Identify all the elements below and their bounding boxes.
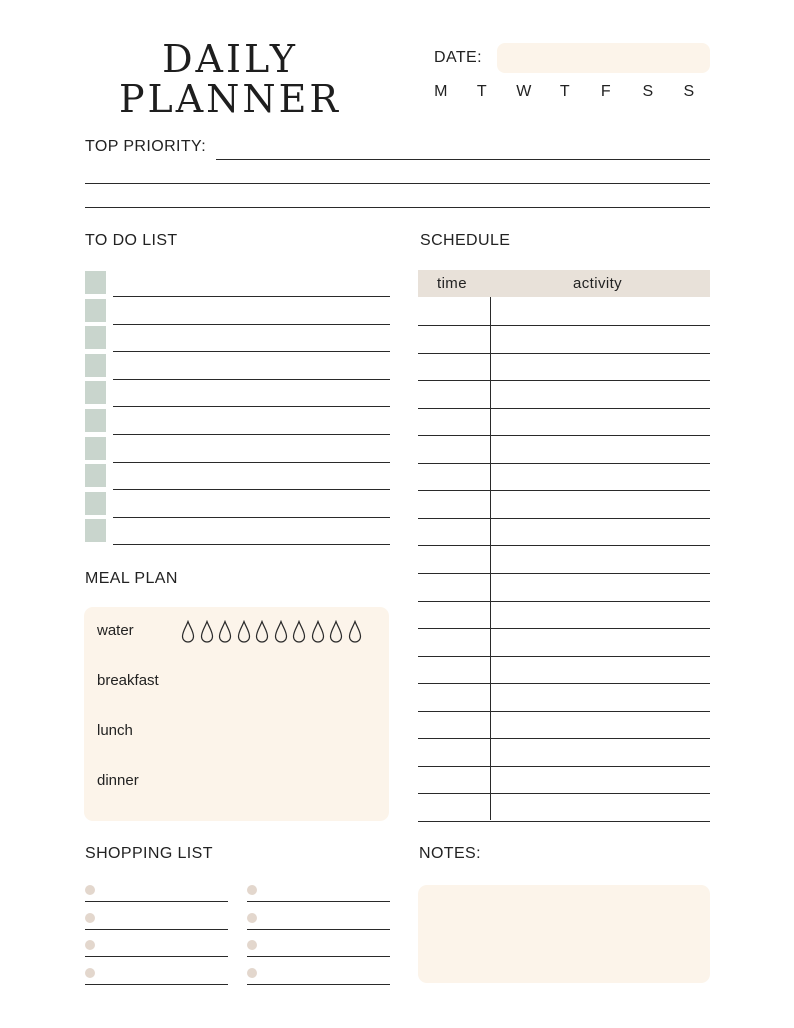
water-drop-icon[interactable] — [329, 620, 343, 644]
lunch-label: lunch — [97, 722, 133, 739]
todo-title: TO DO LIST — [85, 232, 178, 249]
todo-line[interactable] — [113, 489, 390, 490]
schedule-row-line[interactable] — [418, 435, 710, 436]
top-priority-line-3[interactable] — [85, 207, 710, 208]
schedule-row-line[interactable] — [418, 380, 710, 381]
date-label: DATE: — [434, 49, 482, 66]
todo-checkbox[interactable] — [85, 519, 106, 542]
shopping-bullet-icon — [85, 940, 95, 950]
shopping-bullet-icon — [85, 968, 95, 978]
schedule-row-line[interactable] — [418, 711, 710, 712]
water-drop-icon[interactable] — [311, 620, 325, 644]
day-tuesday[interactable]: T — [476, 83, 488, 100]
day-sunday[interactable]: S — [683, 83, 695, 100]
todo-checkbox[interactable] — [85, 326, 106, 349]
todo-line[interactable] — [113, 379, 390, 380]
shopping-item-line[interactable] — [247, 984, 390, 985]
todo-checkbox[interactable] — [85, 381, 106, 404]
schedule-row-line[interactable] — [418, 518, 710, 519]
shopping-bullet-icon — [247, 940, 257, 950]
schedule-row-line[interactable] — [418, 463, 710, 464]
schedule-row-line[interactable] — [418, 545, 710, 546]
water-drop-icon[interactable] — [237, 620, 251, 644]
water-drop-icon[interactable] — [200, 620, 214, 644]
notes-title: NOTES: — [419, 845, 481, 862]
day-monday[interactable]: M — [434, 83, 448, 100]
schedule-row-line[interactable] — [418, 766, 710, 767]
schedule-row-line[interactable] — [418, 628, 710, 629]
water-drop-icon[interactable] — [181, 620, 195, 644]
day-wednesday[interactable]: W — [516, 83, 532, 100]
schedule-row-line[interactable] — [418, 601, 710, 602]
schedule-row-line[interactable] — [418, 793, 710, 794]
todo-line[interactable] — [113, 462, 390, 463]
schedule-row-line[interactable] — [418, 408, 710, 409]
notes-field[interactable] — [418, 885, 710, 983]
water-label: water — [97, 622, 134, 639]
meal-plan-title: MEAL PLAN — [85, 570, 178, 587]
shopping-bullet-icon — [247, 913, 257, 923]
dinner-label: dinner — [97, 772, 139, 789]
water-drop-icon[interactable] — [274, 620, 288, 644]
shopping-list-title: SHOPPING LIST — [85, 845, 213, 862]
day-thursday[interactable]: T — [559, 83, 571, 100]
schedule-row-line[interactable] — [418, 573, 710, 574]
planner-title-line2: PLANNER — [118, 77, 342, 121]
schedule-row-line[interactable] — [418, 656, 710, 657]
todo-line[interactable] — [113, 517, 390, 518]
todo-line[interactable] — [113, 324, 390, 325]
top-priority-line-2[interactable] — [85, 183, 710, 184]
schedule-row-line[interactable] — [418, 683, 710, 684]
date-field[interactable] — [497, 43, 710, 73]
water-drop-icon[interactable] — [218, 620, 232, 644]
top-priority-line-1[interactable] — [216, 159, 710, 160]
todo-line[interactable] — [113, 406, 390, 407]
todo-line[interactable] — [113, 351, 390, 352]
todo-checkbox[interactable] — [85, 354, 106, 377]
todo-checkbox[interactable] — [85, 464, 106, 487]
breakfast-label: breakfast — [97, 672, 159, 689]
schedule-row-line[interactable] — [418, 353, 710, 354]
water-drop-icon[interactable] — [255, 620, 269, 644]
todo-checkbox[interactable] — [85, 409, 106, 432]
planner-title-line1: DAILY — [162, 37, 298, 81]
day-friday[interactable]: F — [600, 83, 612, 100]
todo-line[interactable] — [113, 434, 390, 435]
shopping-item-line[interactable] — [247, 956, 390, 957]
todo-checkbox[interactable] — [85, 271, 106, 294]
schedule-row-line[interactable] — [418, 490, 710, 491]
day-saturday[interactable]: S — [642, 83, 654, 100]
shopping-bullet-icon — [247, 885, 257, 895]
schedule-row-line[interactable] — [418, 325, 710, 326]
todo-checkbox[interactable] — [85, 299, 106, 322]
shopping-item-line[interactable] — [247, 901, 390, 902]
top-priority-label: TOP PRIORITY: — [85, 138, 207, 155]
water-drop-icon[interactable] — [292, 620, 306, 644]
shopping-bullet-icon — [247, 968, 257, 978]
todo-checkbox[interactable] — [85, 492, 106, 515]
schedule-title: SCHEDULE — [420, 232, 511, 249]
shopping-bullet-icon — [85, 885, 95, 895]
shopping-item-line[interactable] — [247, 929, 390, 930]
shopping-item-line[interactable] — [85, 901, 228, 902]
schedule-row-line[interactable] — [418, 738, 710, 739]
todo-line[interactable] — [113, 544, 390, 545]
todo-checkbox[interactable] — [85, 437, 106, 460]
shopping-item-line[interactable] — [85, 984, 228, 985]
todo-line[interactable] — [113, 296, 390, 297]
schedule-divider — [490, 297, 491, 820]
water-drop-icon[interactable] — [348, 620, 362, 644]
shopping-item-line[interactable] — [85, 956, 228, 957]
schedule-row-line[interactable] — [418, 821, 710, 822]
shopping-item-line[interactable] — [85, 929, 228, 930]
shopping-bullet-icon — [85, 913, 95, 923]
schedule-col-time: time — [437, 275, 467, 292]
schedule-col-activity: activity — [573, 275, 623, 292]
